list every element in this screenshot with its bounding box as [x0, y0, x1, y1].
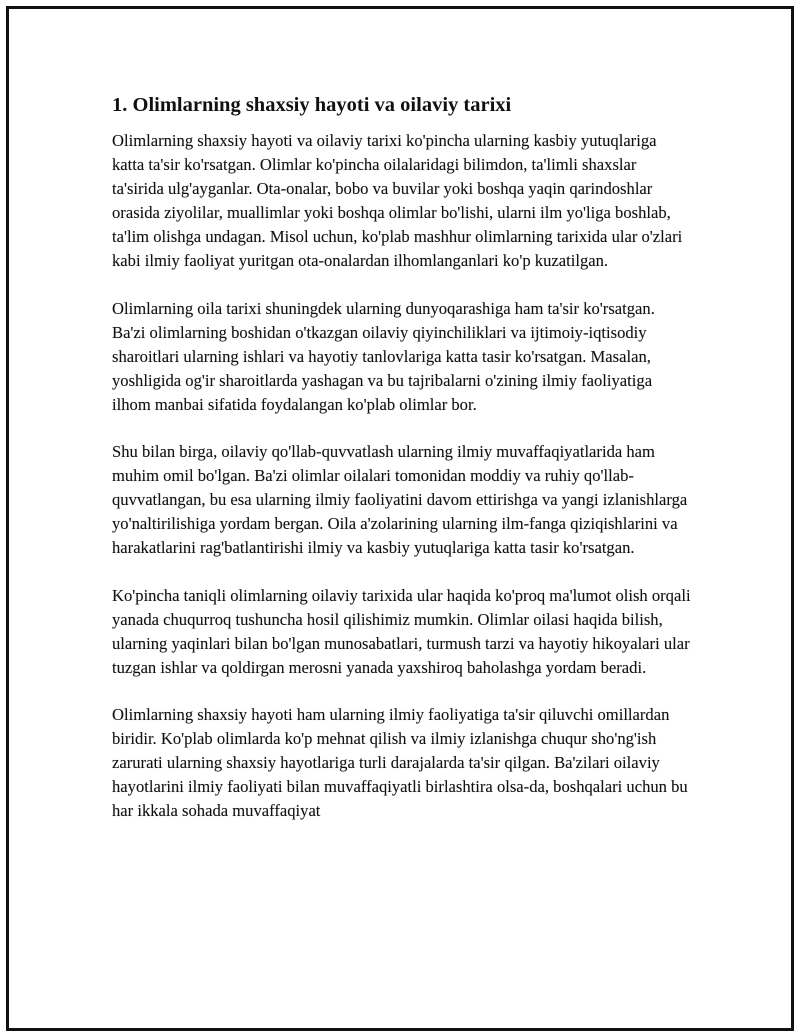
- paragraph-2: Olimlarning oila tarixi shuningdek ularning dunyoqarashiga ham ta'sir ko'rsatgan. Ba'zi olimlarning boshidan o'tkazgan oilaviy qiyinchiliklari va ijtimoiy-iqtisodiy sharoitlari ularning ishlari va hayotiy tanlovlariga katta tasir ko'rsatgan. Masalan, yoshligida og'ir sharoitlarda yashagan va bu tajribalarni o'zining ilmiy faoliyatiga ilhom manbai sifatida foydalangan ko'plab olimlar bor.: [112, 298, 655, 414]
- paragraph-1: Olimlarning shaxsiy hayoti va oilaviy tarixi ko'pincha ularning kasbiy yutuqlariga katta ta'sir ko'rsatgan. Olimlar ko'pincha oilalaridagi bilimdon, ta'limli shaxslar ta'sirida ulg'ayganlar. Ota-onalar, bobo va buvilar yoki boshqa yaqin qarindoshlar orasida ziyolilar, muallimlar yoki boshqa olimlar bo'lishi, ularni ilm yo'liga boshlab, ta'lim olishga undagan. Misol uchun, ko'plab mashhur olimlarning tarixida ular o'zlari kabi ilmiy faoliyat yuritgan ota-onalardan ilhomlanganlari ko'p kuzatilgan.: [112, 131, 683, 271]
- section-heading: 1. Olimlarning shaxsiy hayoti va oilaviy tarixi: [112, 94, 512, 116]
- document-body: [112, 91, 692, 846]
- paragraph-5: Olimlarning shaxsiy hayoti ham ularning ilmiy faoliyatiga ta'sir qiluvchi omillardan biridir. Ko'plab olimlarda ko'p mehnat qilish va ilmiy izlanishga chuqur sho'ng'ish zarurati ularning shaxsiy hayotlariga turli darajalarda ta'sir qilgan. Ba'zilari oilaviy hayotlarini ilmiy faoliyati bilan muvaffaqiyatli birlashtira olsa-da, boshqalari uchun bu har ikkala sohada muvaffaqiyat: [112, 704, 688, 821]
- paragraph-3: Shu bilan birga, oilaviy qo'llab-quvvatlash ularning ilmiy muvaffaqiyatlarida ham muhim omil bo'lgan. Ba'zi olimlar oilalari tomonidan moddiy va ruhiy qo'llab-quvvatlangan, bu esa ularning ilmiy faoliyatini davom ettirishga va yangi izlanishlarga yo'naltirilishiga yordam bergan. Oila a'zolarining ularning ilm-fanga qiziqishlarini va harakatlarini rag'batlantirishi ilmiy va kasbiy yutuqlariga katta tasir ko'rsatgan.: [112, 442, 688, 558]
- paragraph-4: Ko'pincha taniqli olimlarning oilaviy tarixida ular haqida ko'proq ma'lumot olish orqali yanada chuqurroq tushuncha hosil qilishimiz mumkin. Olimlar oilasi haqida bilish, ularning yaqinlari bilan bo'lgan munosabatlari, turmush tarzi va hayotiy hikoyalari ular tuzgan ishlar va qoldirgan merosni yanada yaxshiroq baholashga yordam beradi.: [112, 585, 691, 677]
